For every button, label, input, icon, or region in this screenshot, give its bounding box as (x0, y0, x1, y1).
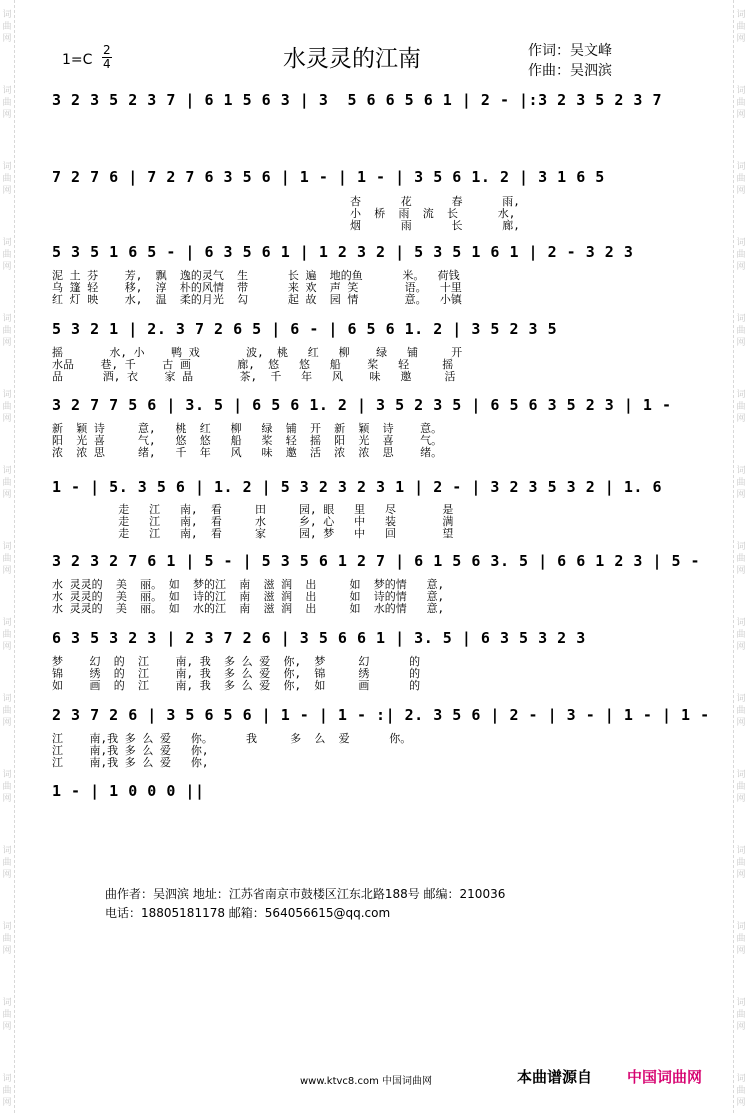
watermark-glyph: 网 (2, 794, 12, 804)
watermark-glyph: 曲 (2, 326, 12, 336)
lyric-line: 江 南,我 多 么 爱 你, (52, 744, 209, 757)
lyric-line: 梦 幻 的 江 南, 我 多 么 爱 你, 梦 幻 的 (52, 655, 421, 668)
watermark-glyph: 词 (2, 1074, 12, 1084)
watermark-glyph: 网 (2, 1022, 12, 1032)
watermark-glyph: 词 (736, 542, 746, 552)
watermark-glyph: 词 (736, 162, 746, 172)
lyric-line: 水 灵灵的 美 丽。 如 梦的江 南 滋 润 出 如 梦的情 意, (52, 578, 445, 591)
watermark-glyph: 网 (736, 794, 746, 804)
watermark-glyph: 曲 (2, 858, 12, 868)
watermark-glyph: 词 (2, 618, 12, 628)
watermark-glyph: 网 (736, 718, 746, 728)
lyricist-credit: 作词：吴文峰 (528, 43, 612, 59)
watermark-glyph: 曲 (2, 630, 12, 640)
lyric-line: 烟 雨 长 廊, (52, 219, 520, 232)
watermark-glyph: 网 (736, 338, 746, 348)
watermark-glyph: 曲 (2, 478, 12, 488)
watermark-glyph: 词 (2, 86, 12, 96)
watermark-glyph: 词 (736, 694, 746, 704)
watermark-glyph: 词 (736, 466, 746, 476)
composer-credit: 作曲：吴泗滨 (528, 63, 612, 79)
lyric-line: 走 江 南, 看 家 园, 梦 中 回 望 (52, 527, 454, 540)
watermark-glyph: 曲 (2, 22, 12, 32)
watermark-glyph: 网 (2, 946, 12, 956)
watermark-glyph: 网 (736, 946, 746, 956)
watermark-glyph: 网 (736, 566, 746, 576)
site-watermark: www.ktvc8.com 中国词曲网 (300, 1076, 433, 1087)
lyric-line: 小 桥 雨 流 长 水, (52, 207, 516, 220)
watermark-glyph: 曲 (736, 782, 746, 792)
source-name: 中国词曲网 (627, 1068, 703, 1086)
key-signature: 1=C (62, 52, 93, 68)
watermark-glyph: 词 (736, 846, 746, 856)
time-signature-bottom: 4 (103, 57, 111, 71)
lyric-line: 江 南,我 多 么 爱 你。 我 多 么 爱 你。 (52, 732, 412, 745)
notation-line: 5 3 5 1 6 5 - | 6 3 5 6 1 | 1 2 3 2 | 5 3 5 1 6 1 | 2 - 3 2 3 (52, 243, 634, 261)
watermark-glyph: 词 (736, 1074, 746, 1084)
watermark-glyph: 词 (2, 770, 12, 780)
watermark-glyph: 曲 (736, 174, 746, 184)
notation-line: 3 2 3 5 2 3 7 | 6 1 5 6 3 | 3 5 6 6 5 6 1 | 2 - |:3 2 3 5 2 3 7 (52, 91, 662, 109)
watermark-glyph: 曲 (2, 554, 12, 564)
watermark-glyph: 曲 (736, 326, 746, 336)
watermark-glyph: 网 (736, 186, 746, 196)
watermark-glyph: 词 (736, 618, 746, 628)
watermark-glyph: 曲 (736, 934, 746, 944)
lyric-line: 杏 花 春 雨, (52, 195, 520, 208)
watermark-glyph: 曲 (2, 1010, 12, 1020)
watermark-glyph: 网 (736, 414, 746, 424)
watermark-glyph: 网 (2, 186, 12, 196)
watermark-glyph: 词 (2, 922, 12, 932)
watermark-glyph: 曲 (2, 782, 12, 792)
watermark-glyph: 曲 (736, 706, 746, 716)
watermark-glyph: 网 (2, 262, 12, 272)
watermark-glyph: 网 (2, 642, 12, 652)
watermark-glyph: 曲 (736, 402, 746, 412)
lyric-line: 泥 土 芬 芳, 飘 逸的灵气 生 长 遍 地的鱼 米。 荷钱 (52, 269, 460, 282)
left-watermark-strip (0, 0, 14, 1113)
notation-line: 1 - | 1 0 0 0 || (52, 782, 205, 800)
watermark-glyph: 曲 (736, 22, 746, 32)
lyric-line: 红 灯 映 水, 温 柔的月光 勾 起 故 园 情 意。 小镇 (52, 293, 462, 306)
watermark-glyph: 词 (2, 162, 12, 172)
watermark-glyph: 网 (736, 1022, 746, 1032)
watermark-glyph: 网 (2, 34, 12, 44)
watermark-glyph: 词 (2, 542, 12, 552)
watermark-glyph: 词 (736, 238, 746, 248)
watermark-glyph: 词 (2, 10, 12, 20)
lyric-line: 水 灵灵的 美 丽。 如 水的江 南 滋 润 出 如 水的情 意, (52, 602, 445, 615)
source-prefix: 本曲谱源自 (517, 1068, 593, 1086)
watermark-glyph: 曲 (736, 98, 746, 108)
lyric-line: 水品 巷, 千 古 画 廊, 悠 悠 船 桨 轻 摇 (52, 358, 454, 371)
watermark-glyph: 网 (2, 110, 12, 120)
right-watermark-strip (734, 0, 748, 1113)
watermark-glyph: 词 (736, 770, 746, 780)
watermark-glyph: 曲 (736, 554, 746, 564)
watermark-glyph: 曲 (736, 630, 746, 640)
lyric-line: 浓 浓 思 绪, 千 年 风 味 邀 活 浓 浓 思 绪。 (52, 446, 443, 459)
song-title: 水灵灵的江南 (283, 46, 421, 72)
watermark-glyph: 网 (736, 110, 746, 120)
time-signature-top: 2 (103, 43, 111, 57)
watermark-glyph: 曲 (2, 934, 12, 944)
composer-contact-phone: 电话：18805181178 邮箱：564056615@qq.com (105, 906, 391, 920)
watermark-glyph: 曲 (2, 706, 12, 716)
watermark-glyph: 曲 (2, 402, 12, 412)
notation-line: 2 3 7 2 6 | 3 5 6 5 6 | 1 - | 1 - :| 2. 3 5 6 | 2 - | 3 - | 1 - | 1 - (52, 706, 710, 724)
watermark-glyph: 网 (2, 718, 12, 728)
watermark-glyph: 词 (2, 314, 12, 324)
watermark-glyph: 曲 (736, 1010, 746, 1020)
left-margin-rule (14, 0, 15, 1113)
watermark-glyph: 网 (2, 490, 12, 500)
lyric-line: 新 颖 诗 意, 桃 红 柳 绿 铺 开 新 颖 诗 意。 (52, 422, 443, 435)
notation-line: 5 3 2 1 | 2. 3 7 2 6 5 | 6 - | 6 5 6 1. 2 | 3 5 2 3 5 (52, 320, 558, 338)
watermark-glyph: 曲 (2, 1086, 12, 1096)
notation-line: 6 3 5 3 2 3 | 2 3 7 2 6 | 3 5 6 6 1 | 3. 5 | 6 3 5 3 2 3 (52, 629, 586, 647)
lyric-line: 水 灵灵的 美 丽。 如 诗的江 南 滋 润 出 如 诗的情 意, (52, 590, 445, 603)
lyric-line: 如 画 的 江 南, 我 多 么 爱 你, 如 画 的 (52, 679, 421, 692)
watermark-glyph: 网 (2, 566, 12, 576)
watermark-glyph: 网 (736, 262, 746, 272)
watermark-glyph: 词 (736, 314, 746, 324)
watermark-glyph: 曲 (2, 98, 12, 108)
watermark-glyph: 曲 (2, 250, 12, 260)
watermark-glyph: 词 (736, 922, 746, 932)
notation-line: 1 - | 5. 3 5 6 | 1. 2 | 5 3 2 3 2 3 1 | 2 - | 3 2 3 5 3 2 | 1. 6 (52, 478, 662, 496)
lyric-line: 乌 篷 轻 移, 淳 朴的风情 带 来 欢 声 笑 语。 十里 (52, 281, 462, 294)
watermark-glyph: 曲 (736, 250, 746, 260)
lyric-line: 锦 绣 的 江 南, 我 多 么 爱 你, 锦 绣 的 (52, 667, 421, 680)
watermark-glyph: 曲 (736, 858, 746, 868)
watermark-glyph: 词 (2, 998, 12, 1008)
lyric-line: 品 酒, 衣 家 晶 茶, 千 年 风 味 邀 活 (52, 370, 456, 383)
watermark-glyph: 曲 (736, 1086, 746, 1096)
watermark-glyph: 网 (736, 34, 746, 44)
notation-line: 3 2 7 7 5 6 | 3. 5 | 6 5 6 1. 2 | 3 5 2 3 5 | 6 5 6 3 5 2 3 | 1 - (52, 396, 672, 414)
watermark-glyph: 网 (2, 870, 12, 880)
watermark-glyph: 词 (736, 998, 746, 1008)
watermark-glyph: 网 (736, 642, 746, 652)
watermark-glyph: 网 (2, 1098, 12, 1108)
lyric-line: 摇 水, 小 鸭 戏 波, 桃 红 柳 绿 铺 开 (52, 346, 463, 359)
watermark-glyph: 曲 (736, 478, 746, 488)
notation-line: 3 2 3 2 7 6 1 | 5 - | 5 3 5 6 1 2 7 | 6 1 5 6 3. 5 | 6 6 1 2 3 | 5 - (52, 552, 701, 570)
watermark-glyph: 词 (2, 694, 12, 704)
watermark-glyph: 网 (2, 338, 12, 348)
composer-contact-address: 曲作者：吴泗滨 地址：江苏省南京市鼓楼区江东北路188号 邮编：210036 (105, 887, 506, 901)
watermark-glyph: 网 (736, 870, 746, 880)
watermark-glyph: 曲 (2, 174, 12, 184)
lyric-line: 走 江 南, 看 田 园, 眼 里 尽 是 (52, 503, 454, 516)
lyric-line: 走 江 南, 看 水 乡, 心 中 装 满 (52, 515, 454, 528)
watermark-glyph: 词 (736, 390, 746, 400)
notation-line: 7 2 7 6 | 7 2 7 6 3 5 6 | 1 - | 1 - | 3 5 6 1. 2 | 3 1 6 5 (52, 168, 605, 186)
watermark-glyph: 词 (2, 846, 12, 856)
watermark-glyph: 词 (736, 10, 746, 20)
watermark-glyph: 网 (736, 1098, 746, 1108)
watermark-glyph: 词 (736, 86, 746, 96)
watermark-glyph: 网 (2, 414, 12, 424)
lyric-line: 阳 光 喜 气, 悠 悠 船 桨 轻 摇 阳 光 喜 气。 (52, 434, 443, 447)
watermark-glyph: 词 (2, 238, 12, 248)
watermark-glyph: 词 (2, 466, 12, 476)
time-signature (102, 44, 112, 71)
watermark-glyph: 网 (736, 490, 746, 500)
watermark-glyph: 词 (2, 390, 12, 400)
lyric-line: 江 南,我 多 么 爱 你, (52, 756, 209, 769)
